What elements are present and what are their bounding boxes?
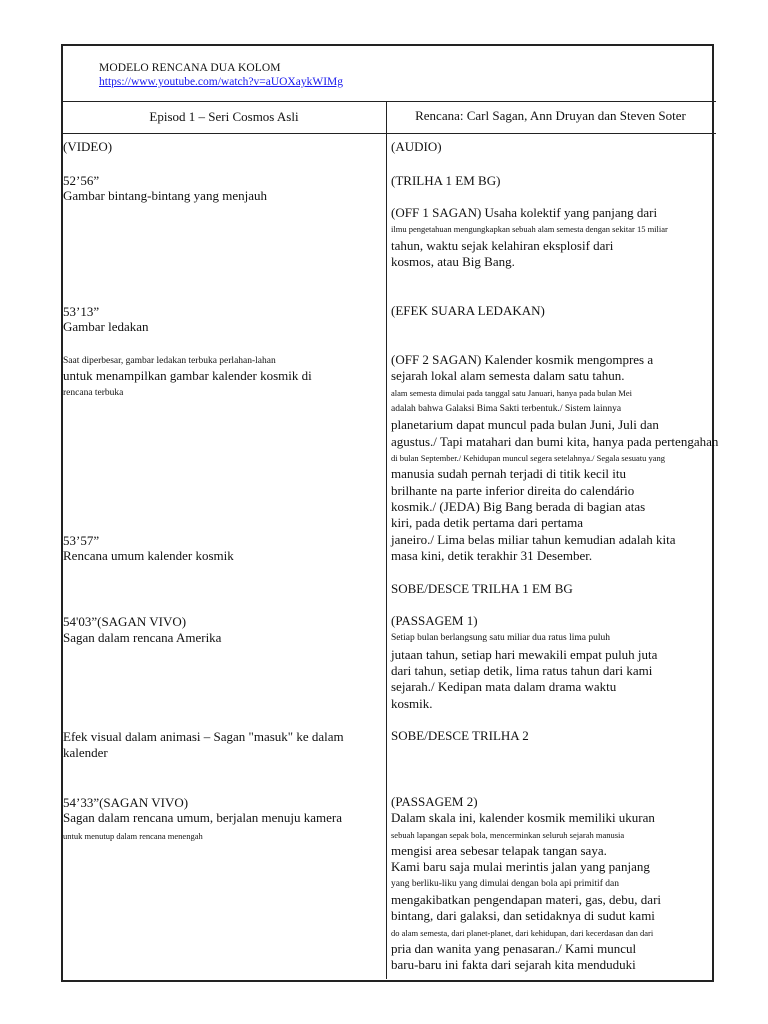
narration-line: (OFF 2 SAGAN) Kalender kosmik mengompres a — [391, 352, 654, 367]
timecode: 53’57” — [63, 533, 100, 548]
script-credits-header: Rencana: Carl Sagan, Ann Druyan dan Steven Soter — [415, 108, 686, 123]
narration-line: mengisi area sebesar telapak tangan saya. — [391, 843, 607, 858]
timecode: 52’56” — [63, 173, 100, 188]
narration-line: di bulan September./ Kehidupan muncul segera setelahnya./ Segala sesuatu yang — [391, 453, 666, 463]
narration-line: (OFF 1 SAGAN) Usaha kolektif yang panjang dari — [391, 205, 658, 220]
narration-line: sejarah lokal alam semesta dalam satu tahun. — [391, 368, 625, 383]
narration-line: dari tahun, setiap detik, lima ratus tahun dari kami — [391, 663, 653, 678]
video-description: Saat diperbesar, gambar ledakan terbuka perlahan-lahan — [63, 356, 276, 366]
narration-line: Kami baru saja mulai merintis jalan yang panjang — [391, 859, 650, 874]
narration-line: brilhante na parte inferior direita do calendário — [391, 483, 635, 498]
video-description: Sagan dalam rencana umum, berjalan menuju kamera — [63, 810, 343, 825]
video-description: Gambar bintang-bintang yang menjauh — [63, 188, 267, 203]
table-top-rule — [61, 101, 716, 102]
video-description: Rencana umum kalender kosmik — [63, 548, 234, 563]
audio-cue: (PASSAGEM 1) — [391, 613, 478, 628]
narration-line: Setiap bulan berlangsung satu miliar dua ratus lima puluh — [391, 633, 610, 643]
audio-cue: SOBE/DESCE TRILHA 1 EM BG — [391, 581, 573, 596]
narration-line: jutaan tahun, setiap hari mewakili empat puluh juta — [391, 647, 658, 662]
narration-line: kosmos, atau Big Bang. — [391, 254, 515, 269]
narration-line: sejarah./ Kedipan mata dalam drama waktu — [391, 679, 617, 694]
audio-cue: (EFEK SUARA LEDAKAN) — [391, 303, 545, 318]
audio-cue: SOBE/DESCE TRILHA 2 — [391, 728, 529, 743]
timecode: 54'03”(SAGAN VIVO) — [63, 614, 187, 629]
video-description: Efek visual dalam animasi – Sagan "masuk" ke dalam — [63, 729, 344, 744]
timecode: 54’33”(SAGAN VIVO) — [63, 795, 189, 810]
narration-line: do alam semesta, dari planet-planet, dari kehidupan, dari kecerdasan dan dari — [391, 928, 654, 938]
narration-line: tahun, waktu sejak kelahiran eksplosif dari — [391, 238, 614, 253]
narration-line: kosmik. — [391, 696, 433, 711]
narration-line: manusia sudah pernah terjadi di titik kecil itu — [391, 466, 627, 481]
narration-line: alam semesta dimulai pada tanggal satu Januari, hanya pada bulan Mei — [391, 388, 632, 398]
narration-line: masa kini, detik terakhir 31 Desember. — [391, 548, 593, 563]
episode-header: Episod 1 – Seri Cosmos Asli — [149, 109, 299, 124]
document-title: MODELO RENCANA DUA KOLOM — [99, 62, 281, 74]
column-divider — [386, 101, 387, 979]
timecode: 53’13” — [63, 304, 100, 319]
video-description: kalender — [63, 745, 108, 760]
audio-column-heading: (AUDIO) — [391, 139, 442, 154]
document-heading — [99, 61, 343, 89]
youtube-link[interactable]: https://www.youtube.com/watch?v=aUOXaykWIMg — [99, 76, 343, 88]
narration-line: kiri, pada detik pertama dari pertama — [391, 515, 584, 530]
narration-line: mengakibatkan pengendapan materi, gas, debu, dari — [391, 892, 662, 907]
narration-line: pria dan wanita yang penasaran./ Kami muncul — [391, 941, 637, 956]
narration-line: Dalam skala ini, kalender kosmik memiliki ukuran — [391, 810, 655, 825]
narration-line: baru-baru ini fakta dari sejarah kita menduduki — [391, 957, 636, 972]
narration-line: adalah bahwa Galaksi Bima Sakti terbentuk./ Sistem lainnya — [391, 404, 622, 414]
narration-line: kosmik./ (JEDA) Big Bang berada di bagian atas — [391, 499, 646, 514]
narration-line: agustus./ Tapi matahari dan bumi kita, hanya pada pertengahan — [391, 434, 719, 449]
video-description: untuk menampilkan gambar kalender kosmik di — [63, 368, 312, 383]
video-column-heading: (VIDEO) — [63, 139, 113, 154]
narration-line: janeiro./ Lima belas miliar tahun kemudian adalah kita — [391, 532, 676, 547]
video-description: Gambar ledakan — [63, 319, 149, 334]
narration-line: bintang, dari galaksi, dan setidaknya di sudut kami — [391, 908, 655, 923]
table-header-rule — [61, 133, 716, 134]
video-description: untuk menutup dalam rencana menengah — [63, 831, 203, 841]
audio-cue: (TRILHA 1 EM BG) — [391, 173, 501, 188]
audio-cue: (PASSAGEM 2) — [391, 794, 478, 809]
narration-line: ilmu pengetahuan mengungkapkan sebuah alam semesta dengan sekitar 15 miliar — [391, 224, 668, 234]
narration-line: planetarium dapat muncul pada bulan Juni, Juli dan — [391, 417, 659, 432]
video-description: Sagan dalam rencana Amerika — [63, 630, 222, 645]
video-description: rencana terbuka — [63, 388, 124, 398]
narration-line: sebuah lapangan sepak bola, mencerminkan seluruh sejarah manusia — [391, 830, 625, 840]
narration-line: yang berliku-liku yang dimulai dengan bola api primitif dan — [391, 879, 619, 889]
